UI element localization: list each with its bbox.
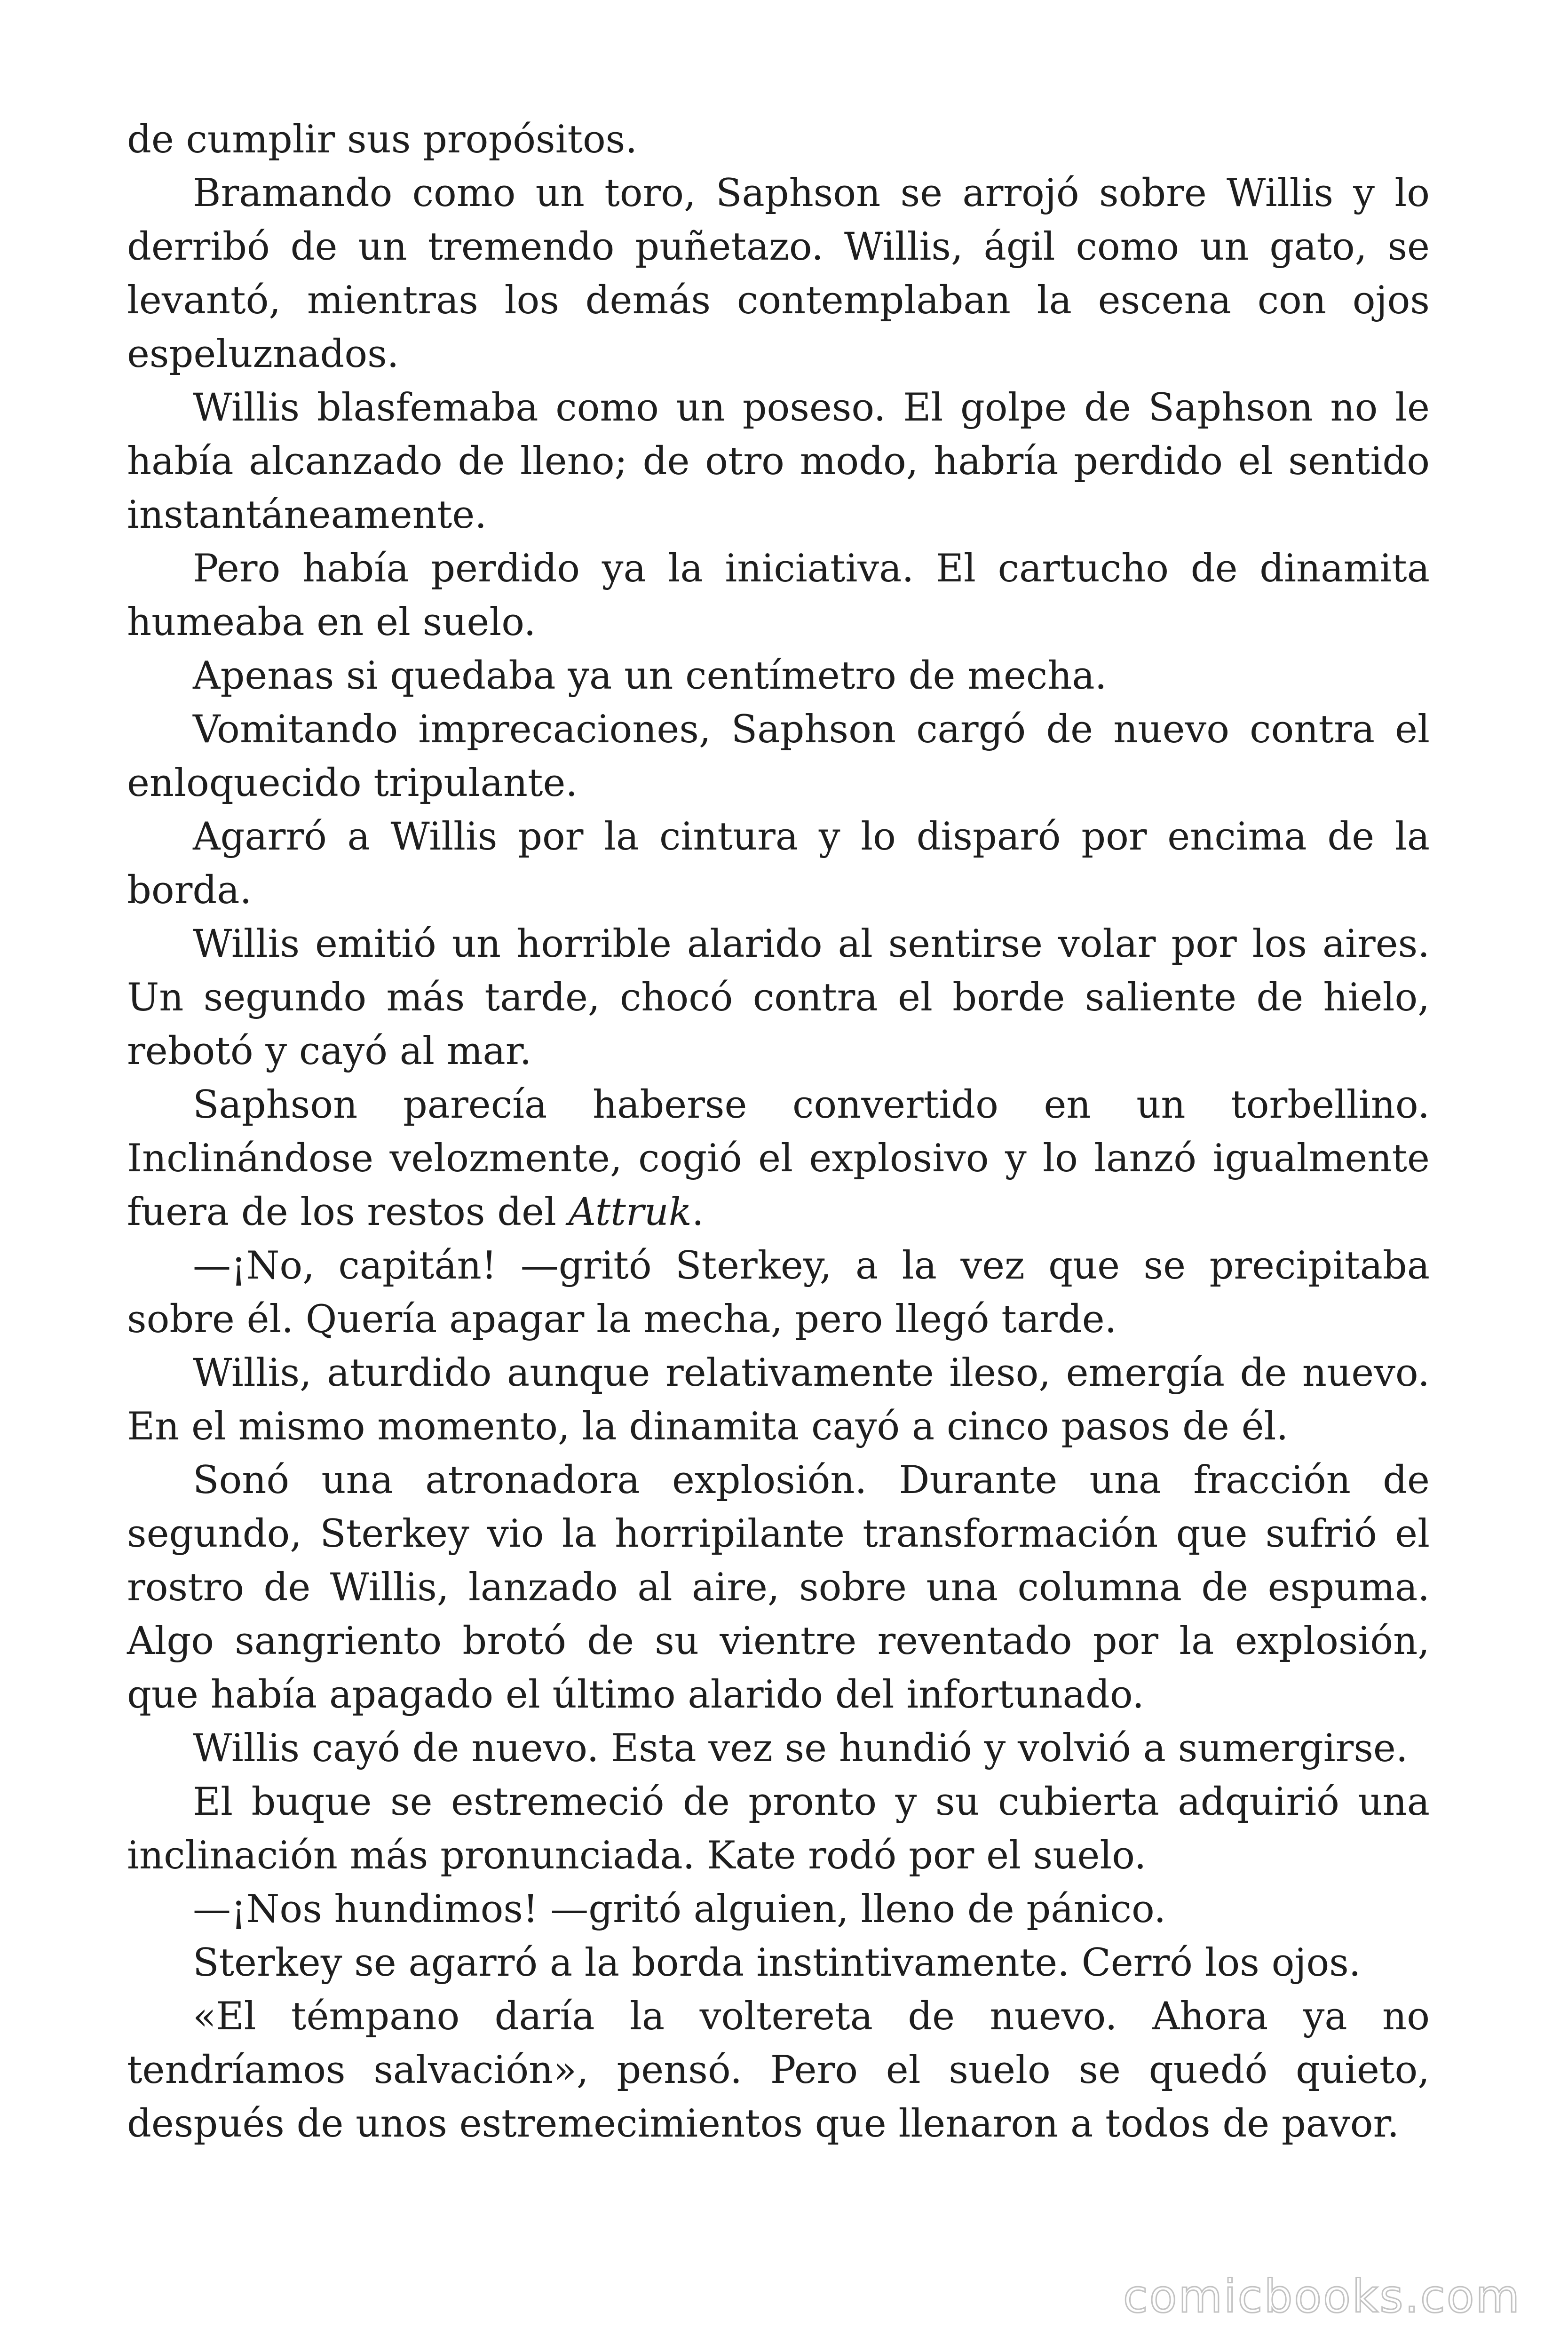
ship-name-italic: Attruk bbox=[568, 1190, 692, 1234]
paragraph: Sonó una atronadora explosión. Durante una fracción de segundo, Sterkey vio la horripilante transformación que sufrió el rostro de Willis, lanzado al aire, sobre una columna de espuma. Algo sangriento brotó de su vientre reventado por la explosión, que había apagado el último alarido del infortunado. bbox=[127, 1458, 1430, 1717]
paragraph: —¡No, capitán! —gritó Sterkey, a la vez que se precipitaba sobre él. Quería apagar la mecha, pero llegó tarde. bbox=[127, 1244, 1430, 1342]
paragraph: —¡Nos hundimos! —gritó alguien, lleno de pánico. bbox=[193, 1887, 1166, 1931]
paragraph: Willis cayó de nuevo. Esta vez se hundió y volvió a sumergirse. bbox=[193, 1726, 1408, 1771]
paragraph: «El témpano daría la voltereta de nuevo. Ahora ya no tendríamos salvación», pensó. Pero el suelo se quedó quieto, después de unos estremecimientos que llenaron a todos de pavor. bbox=[127, 1994, 1430, 2146]
paragraph-text: Saphson parecía haberse convertido en un torbellino. Inclinándose velozmente, cogió el explosivo y lo lanzó igualmente fuera de los restos del bbox=[127, 1083, 1430, 1234]
paragraph bbox=[127, 1078, 1430, 1239]
paragraph: Willis, aturdido aunque relativamente ileso, emergía de nuevo. En el mismo momento, la dinamita cayó a cinco pasos de él. bbox=[127, 1351, 1430, 1449]
paragraph: Pero había perdido ya la iniciativa. El cartucho de dinamita humeaba en el suelo. bbox=[127, 547, 1430, 644]
paragraph-text: . bbox=[691, 1190, 704, 1234]
page-text bbox=[127, 113, 1430, 2151]
paragraph: Apenas si quedaba ya un centímetro de mecha. bbox=[193, 654, 1107, 698]
paragraph: Vomitando imprecaciones, Saphson cargó de nuevo contra el enloquecido tripulante. bbox=[127, 707, 1430, 805]
paragraph: de cumplir sus propósitos. bbox=[127, 118, 638, 162]
paragraph: Bramando como un toro, Saphson se arrojó sobre Willis y lo derribó de un tremendo puñetazo. Willis, ágil como un gato, se levantó, mientras los demás contemplaban la escena con ojos espeluznados. bbox=[127, 171, 1430, 376]
paragraph: Sterkey se agarró a la borda instintivamente. Cerró los ojos. bbox=[193, 1941, 1361, 1985]
paragraph: El buque se estremeció de pronto y su cubierta adquirió una inclinación más pronunciada. Kate rodó por el suelo. bbox=[127, 1780, 1430, 1878]
paragraph: Agarró a Willis por la cintura y lo disparó por encima de la borda. bbox=[127, 815, 1430, 913]
watermark: comicbooks.com bbox=[1123, 2270, 1521, 2323]
paragraph: Willis emitió un horrible alarido al sentirse volar por los aires. Un segundo más tarde, chocó contra el borde saliente de hielo, rebotó y cayó al mar. bbox=[127, 922, 1430, 1073]
paragraph: Willis blasfemaba como un poseso. El golpe de Saphson no le había alcanzado de lleno; de otro modo, habría perdido el sentido instantáneamente. bbox=[127, 386, 1430, 537]
